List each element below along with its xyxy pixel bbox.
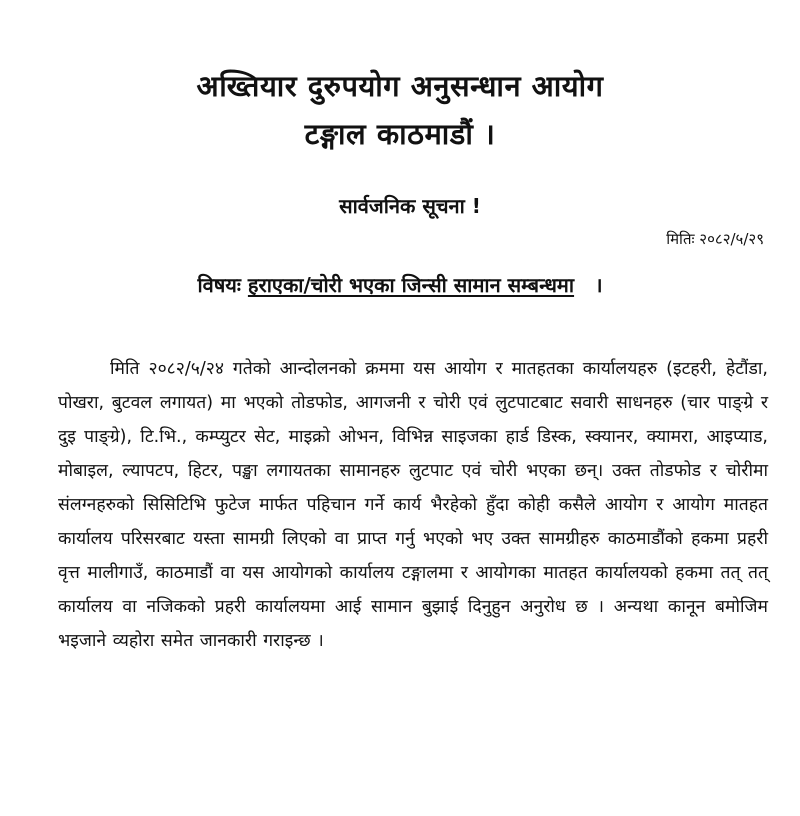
notice-body: मिति २०८२/५/२४ गतेको आन्दोलनको क्रममा यस आयोग र मातहतका कार्यालयहरु (इटहरी, हेटौंडा, पोखरा, बुटवल लगायत) मा भएको तोडफोड, आगजनी र चोरी एवं लुटपाटबाट सवारी साधनहरु (चार पाङ्ग्रे र दुइ पाङ्ग्रे), टि.भि., कम्प्युटर सेट, माइक्रो ओभन, विभिन्न साइजका हार्ड डिस्क, स्क्यानर, क्यामरा, आइप्याड, मोबाइल, ल्यापटप, हिटर, पङ्खा लगायतका सामानहरु लुटपाट एवं चोरी भएका छन्। उक्त तोडफोड र चोरीमा संलग्नहरुको सिसिटिभि फुटेज मार्फत पहिचान गर्ने कार्य भैरहेको हुँदा कोही कसैले आयोग र आयोग मातहत कार्यालय परिसरबाट यस्ता सामग्री लिएको वा प्राप्त गर्नु भएको भए उक्त सामग्रीहरु काठमाडौंको हकमा प्रहरी वृत्त मालीगाउँ, काठमाडौं वा यस आयोगको कार्यालय टङ्गालमा र आयोगका मातहत कार्यालयको हकमा तत् तत् कार्यालय वा नजिकको प्रहरी कार्यालयमा आई सामान बुझाई दिनुहुन अनुरोध छ । अन्यथा कानून बमोजिम भइजाने व्यहोरा समेत जानकारी गराइन्छ ।	[58, 359, 768, 651]
subject-text: हराएका/चोरी भएका जिन्सी सामान सम्बन्धमा	[247, 273, 575, 297]
notice-heading: सार्वजनिक सूचना !	[339, 194, 481, 218]
subject-end: ।	[594, 273, 603, 297]
notice-date: मितिः २०८२/५/२९	[666, 230, 764, 248]
organization-name: अख्तियार दुरुपयोग अनुसन्धान आयोग	[196, 69, 604, 103]
subject-label: विषयः	[197, 273, 241, 297]
subject-line	[0, 271, 800, 298]
organization-location: टङ्गाल काठमाडौं ।	[304, 117, 496, 151]
